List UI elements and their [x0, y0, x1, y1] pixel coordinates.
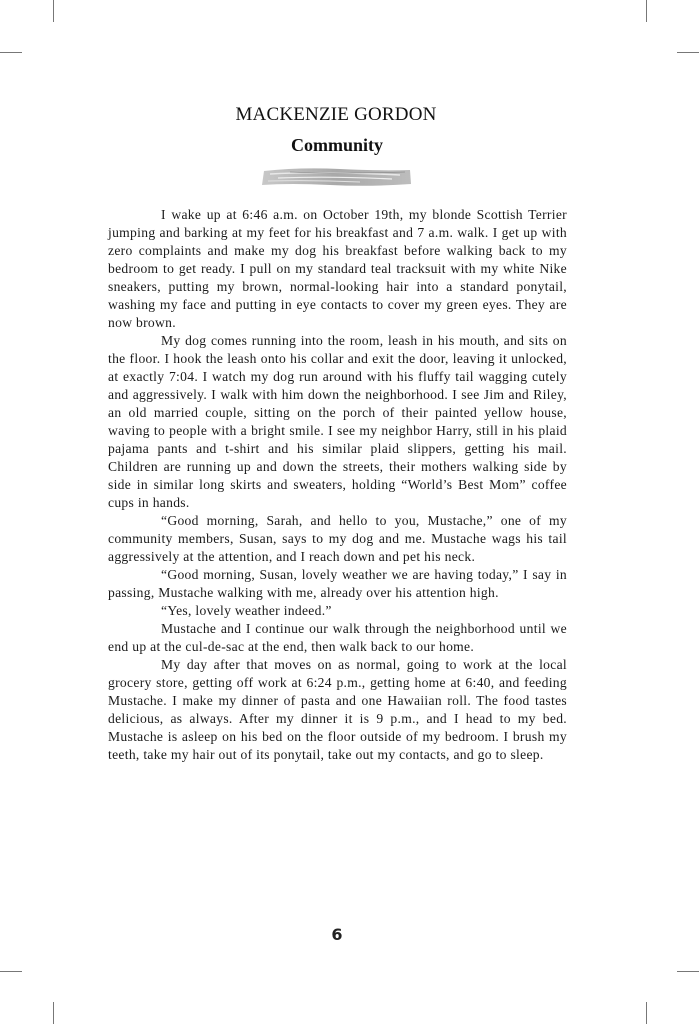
crop-mark-bottom-left — [53, 1002, 54, 1024]
crop-mark-top-right — [646, 0, 647, 22]
paragraph: “Good morning, Sarah, and hello to you, Mustache,” one of my community members, Susan, says to my dog and me. Mustache wags his tail aggressively at the attention, and I reach down and pet his neck. — [108, 513, 567, 564]
paragraph: “Good morning, Susan, lovely weather we are having today,” I say in passing, Mustache walking with me, already over his attention high. — [108, 567, 567, 600]
story-body — [108, 206, 567, 764]
paragraph: “Yes, lovely weather indeed.” — [161, 603, 332, 618]
brushstroke-ornament — [260, 165, 413, 189]
crop-mark-right-top — [677, 52, 699, 53]
paragraph: My dog comes running into the room, leash in his mouth, and sits on the floor. I hook the leash onto his collar and exit the door, leaving it unlocked, at exactly 7:04. I watch my dog run around with his fluffy tail wagging cutely and aggressively. I walk with him down the neighborhood. I see Jim and Riley, an old married couple, sitting on the porch of their painted yellow house, waving to people with a bright smile. I see my neighbor Harry, still in his plaid pajama pants and t-shirt and his similar plaid slippers, getting his mail. Children are running up and down the streets, their mothers walking side by side in similar long skirts and sweaters, holding “World’s Best Mom” coffee cups in hands. — [108, 333, 567, 510]
crop-mark-left-bottom — [0, 971, 22, 972]
author-name: MACKENZIE GORDON — [235, 104, 437, 125]
paragraph: I wake up at 6:46 a.m. on October 19th, my blonde Scottish Terrier jumping and barking at my feet for his breakfast and 7 a.m. walk. I get up with zero complaints and make my dog his breakfast before walking back to my bedroom to get ready. I pull on my standard teal tracksuit with my white Nike sneakers, putting my brown, normal-looking hair into a standard ponytail, washing my face and putting in eye contacts to cover my green eyes. They are now brown. — [108, 207, 567, 330]
page-number: 6 — [331, 925, 343, 944]
crop-mark-bottom-right — [646, 1002, 647, 1024]
crop-mark-top-left — [53, 0, 54, 22]
crop-mark-left-top — [0, 52, 22, 53]
crop-mark-right-bottom — [677, 971, 699, 972]
paragraph: Mustache and I continue our walk through the neighborhood until we end up at the cul-de-sac at the end, then walk back to our home. — [108, 621, 567, 654]
story-title: Community — [290, 135, 383, 155]
paragraph: My day after that moves on as normal, going to work at the local grocery store, getting off work at 6:24 p.m., getting home at 6:40, and feeding Mustache. I make my dinner of pasta and one Hawaiian roll. The food tastes delicious, as always. After my dinner it is 9 p.m., and I head to my bed. Mustache is asleep on his bed on the floor outside of my bedroom. I brush my teeth, take my hair out of its ponytail, take out my contacts, and go to sleep. — [108, 657, 567, 762]
